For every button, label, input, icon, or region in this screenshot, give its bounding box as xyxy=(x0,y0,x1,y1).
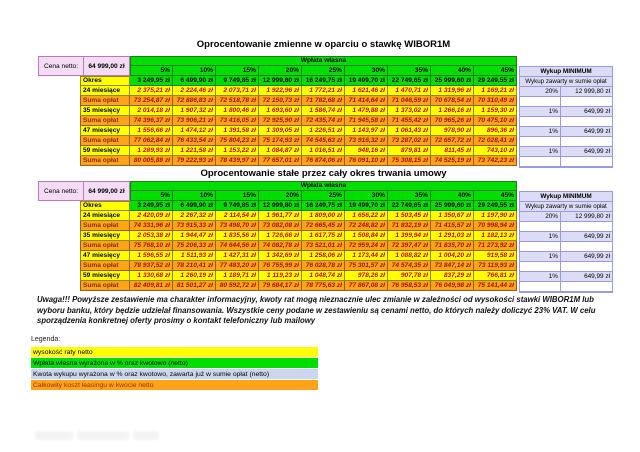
value-cell: 71 835,70 zł xyxy=(431,241,474,251)
value-cell: 1 350,67 zł xyxy=(431,211,474,221)
watermark xyxy=(35,431,159,440)
value-cell: 1 291,03 zł xyxy=(431,231,474,241)
value-cell: 978,90 zł xyxy=(431,126,474,136)
value-cell: 1 922,96 zł xyxy=(259,86,302,96)
value-cell: 76 958,53 zł xyxy=(388,281,431,291)
value-cell: 1 586,74 zł xyxy=(302,106,345,116)
wykup-value: 649,99 zł xyxy=(560,252,612,262)
wykup-empty-cell xyxy=(520,97,560,107)
value-cell: 3 249,95 zł xyxy=(130,76,173,86)
wykup-value: 12 999,80 zł xyxy=(560,212,612,222)
value-cell: 766,81 zł xyxy=(474,271,517,281)
spacer xyxy=(80,66,130,76)
value-cell: 72 886,83 zł xyxy=(173,96,216,106)
row-label: Okres xyxy=(80,201,130,211)
value-cell: 1 088,82 zł xyxy=(388,251,431,261)
pct-header: 20% xyxy=(259,191,302,201)
value-cell: 1 084,87 zł xyxy=(259,146,302,156)
value-cell: 1 617,75 zł xyxy=(302,231,345,241)
value-cell: 1 266,16 zł xyxy=(431,106,474,116)
wykup-pct: 20% xyxy=(520,87,560,97)
value-cell: 3 249,95 zł xyxy=(130,201,173,211)
value-cell: 72 397,47 zł xyxy=(388,241,431,251)
row-label: 35 miesięcy xyxy=(80,106,130,116)
value-cell: 879,81 zł xyxy=(388,146,431,156)
value-cell: 1 119,23 zł xyxy=(259,271,302,281)
value-cell: 80 592,72 zł xyxy=(216,281,259,291)
row-label: Okres xyxy=(80,76,130,86)
value-cell: 22 749,65 zł xyxy=(388,76,431,86)
value-cell: 1 508,84 zł xyxy=(345,231,388,241)
value-cell: 1 772,21 zł xyxy=(302,86,345,96)
value-cell: 73 082,08 zł xyxy=(259,221,302,231)
value-cell: 12 999,80 zł xyxy=(259,201,302,211)
value-cell: 9 749,85 zł xyxy=(216,76,259,86)
value-cell: 78 439,97 zł xyxy=(216,156,259,166)
value-cell: 1 470,71 zł xyxy=(388,86,431,96)
value-cell: 1 479,88 zł xyxy=(345,106,388,116)
value-cell: 76 433,54 zł xyxy=(173,136,216,146)
wykup-empty-cell xyxy=(520,242,560,252)
value-cell: 80 005,88 zł xyxy=(130,156,173,166)
value-cell: 2 375,21 zł xyxy=(130,86,173,96)
value-cell: 1 474,12 zł xyxy=(173,126,216,136)
value-cell: 1 061,43 zł xyxy=(388,126,431,136)
legend-item: Kwota wykupu wyrażona w % oraz kwotowo, zawarta już w sumie opłat (netto) xyxy=(31,369,318,379)
wykup-empty-cell xyxy=(560,97,612,107)
value-cell: 73 416,05 zł xyxy=(216,116,259,126)
wykup-minimum-header: Wykup MINIMUM xyxy=(520,192,612,202)
value-cell: 1 169,21 zł xyxy=(474,86,517,96)
value-cell: 16 249,75 zł xyxy=(302,201,345,211)
wykup-pct: 1% xyxy=(520,272,560,282)
value-cell: 1 048,74 zł xyxy=(302,271,345,281)
value-cell: 73 742,23 zł xyxy=(474,156,517,166)
value-cell: 78 210,41 zł xyxy=(173,261,216,271)
wykup-minimum-block xyxy=(519,66,613,168)
value-cell: 72 925,90 zł xyxy=(259,116,302,126)
value-cell: 1 004,20 zł xyxy=(431,251,474,261)
value-cell: 71 455,42 zł xyxy=(388,116,431,126)
value-cell: 25 999,60 zł xyxy=(431,76,474,86)
value-cell: 77 062,84 zł xyxy=(130,136,173,146)
value-cell: 70 965,26 zł xyxy=(431,116,474,126)
value-cell: 73 916,32 zł xyxy=(345,136,388,146)
wplata-wlasna-header: Wpłata własna xyxy=(130,181,517,191)
value-cell: 948,16 zł xyxy=(345,146,388,156)
value-cell: 1 330,68 zł xyxy=(130,271,173,281)
value-cell: 22 749,65 zł xyxy=(388,201,431,211)
value-cell: 79 684,17 zł xyxy=(259,281,302,291)
cena-netto-label: Cena netto: xyxy=(39,182,84,200)
value-cell: 12 999,80 zł xyxy=(259,76,302,86)
wykup-pct: 1% xyxy=(520,232,560,242)
pct-header: 20% xyxy=(259,66,302,76)
value-cell: 1 726,66 zł xyxy=(259,231,302,241)
value-cell: 1 189,71 zł xyxy=(216,271,259,281)
value-cell: 1 800,46 zł xyxy=(216,106,259,116)
pct-header: 15% xyxy=(216,191,259,201)
value-cell: 1 907,32 zł xyxy=(173,106,216,116)
value-cell: 75 768,10 zł xyxy=(130,241,173,251)
disclaimer-line: sporządzenia konkretnej oferty prosimy o kontakt telefoniczny lub mailowy xyxy=(37,316,316,325)
value-cell: 1 197,90 zł xyxy=(474,211,517,221)
table1-title: Oprocentowanie zmienne w oparciu o stawkę WIBOR1M xyxy=(196,39,451,50)
pct-header: 5% xyxy=(130,66,173,76)
value-cell: 75 308,15 zł xyxy=(388,156,431,166)
wykup-empty-cell xyxy=(520,117,560,127)
value-cell: 2 420,09 zł xyxy=(130,211,173,221)
value-cell: 76 049,98 zł xyxy=(431,281,474,291)
spacer xyxy=(80,56,130,66)
value-cell: 73 521,01 zł xyxy=(302,241,345,251)
pct-header: 25% xyxy=(302,191,345,201)
value-cell: 1 342,69 zł xyxy=(259,251,302,261)
value-cell: 73 119,93 zł xyxy=(474,261,517,271)
wykup-pct: 20% xyxy=(520,212,560,222)
value-cell: 73 287,02 zł xyxy=(388,136,431,146)
value-cell: 743,10 zł xyxy=(474,146,517,156)
value-cell: 1 226,51 zł xyxy=(302,126,345,136)
pct-header: 5% xyxy=(130,191,173,201)
value-cell: 1 159,30 zł xyxy=(474,106,517,116)
value-cell: 72 248,82 zł xyxy=(345,221,388,231)
value-cell: 1 391,58 zł xyxy=(216,126,259,136)
value-cell: 77 867,08 zł xyxy=(345,281,388,291)
wykup-pct: 1% xyxy=(520,147,560,157)
value-cell: 71 273,92 zł xyxy=(474,241,517,251)
value-cell: 82 409,81 zł xyxy=(130,281,173,291)
cena-netto-value: 64 999,00 zł xyxy=(88,187,125,195)
row-label: 24 miesiące xyxy=(80,211,130,221)
value-cell: 1 399,94 zł xyxy=(388,231,431,241)
value-cell: 978,26 zł xyxy=(345,271,388,281)
pct-header: 40% xyxy=(431,191,474,201)
wykup-empty-cell xyxy=(520,262,560,272)
row-label: Suma opłat xyxy=(80,221,130,231)
value-cell: 1 809,00 zł xyxy=(302,211,345,221)
value-cell: 72 657,72 zł xyxy=(431,136,474,146)
wykup-empty-cell xyxy=(520,222,560,232)
wykup-subtitle: Wykup zawarty w sumie opłat xyxy=(520,77,612,87)
value-cell: 1 511,93 zł xyxy=(173,251,216,261)
value-cell: 77 483,20 zł xyxy=(216,261,259,271)
row-label: Suma opłat xyxy=(80,281,130,291)
value-cell: 19 499,70 zł xyxy=(345,201,388,211)
spacer xyxy=(80,181,130,191)
value-cell: 78 775,63 zł xyxy=(302,281,345,291)
value-cell: 25 999,60 zł xyxy=(431,201,474,211)
pct-header: 30% xyxy=(345,191,388,201)
value-cell: 71 414,64 zł xyxy=(345,96,388,106)
row-label: 59 miesięcy xyxy=(80,146,130,156)
value-cell: 6 499,90 zł xyxy=(173,76,216,86)
value-cell: 72 518,78 zł xyxy=(216,96,259,106)
value-cell: 1 621,46 zł xyxy=(345,86,388,96)
value-cell: 2 114,54 zł xyxy=(216,211,259,221)
value-cell: 71 832,19 zł xyxy=(388,221,431,231)
value-cell: 1 221,58 zł xyxy=(173,146,216,156)
value-cell: 74 525,19 zł xyxy=(431,156,474,166)
pct-header: 40% xyxy=(431,66,474,76)
wykup-empty-cell xyxy=(560,222,612,232)
value-cell: 73 906,21 zł xyxy=(173,116,216,126)
value-cell: 75 804,23 zł xyxy=(216,136,259,146)
value-cell: 74 644,56 zł xyxy=(216,241,259,251)
value-cell: 74 396,37 zł xyxy=(130,116,173,126)
legend-item: Całkowity koszt leasingu w kwocie netto xyxy=(31,380,318,390)
value-cell: 29 249,55 zł xyxy=(474,76,517,86)
value-cell: 78 937,52 zł xyxy=(130,261,173,271)
wykup-empty-cell xyxy=(560,282,612,292)
pct-header: 35% xyxy=(388,66,431,76)
wykup-pct: 1% xyxy=(520,107,560,117)
wykup-pct: 1% xyxy=(520,252,560,262)
pct-header: 35% xyxy=(388,191,431,201)
wykup-value: 649,99 zł xyxy=(560,232,612,242)
value-cell: 2 053,38 zł xyxy=(130,231,173,241)
legend-title: Legenda: xyxy=(31,336,61,343)
value-cell: 71 415,57 zł xyxy=(431,221,474,231)
value-cell: 19 499,70 zł xyxy=(345,76,388,86)
value-cell: 70 310,49 zł xyxy=(474,96,517,106)
wykup-empty-cell xyxy=(520,157,560,167)
row-label: Suma opłat xyxy=(80,116,130,126)
value-cell: 837,29 zł xyxy=(431,271,474,281)
value-cell: 6 499,90 zł xyxy=(173,201,216,211)
value-cell: 9 749,85 zł xyxy=(216,201,259,211)
wykup-empty-cell xyxy=(560,157,612,167)
value-cell: 1 260,19 zł xyxy=(173,271,216,281)
pct-header: 10% xyxy=(173,191,216,201)
legend xyxy=(31,336,318,391)
value-cell: 1 289,93 zł xyxy=(130,146,173,156)
value-cell: 1 835,56 zł xyxy=(216,231,259,241)
pct-header: 15% xyxy=(216,66,259,76)
wplata-wlasna-header: Wpłata własna xyxy=(130,56,517,66)
value-cell: 1 319,96 zł xyxy=(431,86,474,96)
value-cell: 75 206,33 zł xyxy=(173,241,216,251)
value-cell: 74 574,35 zł xyxy=(388,261,431,271)
value-cell: 75 174,93 zł xyxy=(259,136,302,146)
value-cell: 70 475,10 zł xyxy=(474,116,517,126)
value-cell: 1 258,06 zł xyxy=(302,251,345,261)
row-label: 47 miesięcy xyxy=(80,251,130,261)
wykup-subtitle: Wykup zawarty w sumie opłat xyxy=(520,202,612,212)
value-cell: 1 693,60 zł xyxy=(259,106,302,116)
legend-items xyxy=(31,347,318,390)
wykup-value: 649,99 zł xyxy=(560,127,612,137)
value-cell: 74 331,96 zł xyxy=(130,221,173,231)
value-cell: 1 182,13 zł xyxy=(474,231,517,241)
pct-header: 30% xyxy=(345,66,388,76)
value-cell: 73 498,70 zł xyxy=(216,221,259,231)
value-cell: 73 915,33 zł xyxy=(173,221,216,231)
value-cell: 1 016,51 zł xyxy=(302,146,345,156)
wykup-empty-cell xyxy=(520,137,560,147)
disclaimer-note xyxy=(37,295,637,327)
wykup-empty-cell xyxy=(560,137,612,147)
value-cell: 896,36 zł xyxy=(474,126,517,136)
wykup-pct: 1% xyxy=(520,127,560,137)
value-cell: 75 301,57 zł xyxy=(345,261,388,271)
legend-item: wysokość raty netto xyxy=(31,347,318,357)
value-cell: 72 435,74 zł xyxy=(302,116,345,126)
disclaimer-line: Uwaga!!! Powyższe zestawienie ma charakter informacyjny, kwoty rat mogą nieznacznie ulec zmianie w zależności od wysokości stawki WIBOR1M lub xyxy=(37,295,594,304)
pct-header: 45% xyxy=(474,66,517,76)
wykup-value: 649,99 zł xyxy=(560,147,612,157)
wykup-minimum-block xyxy=(519,191,613,293)
pct-header: 25% xyxy=(302,66,345,76)
value-cell: 1 309,05 zł xyxy=(259,126,302,136)
wykup-empty-cell xyxy=(560,242,612,252)
row-label: Suma opłat xyxy=(80,96,130,106)
row-label: 59 miesięcy xyxy=(80,271,130,281)
row-label: 47 miesięcy xyxy=(80,126,130,136)
pct-header: 10% xyxy=(173,66,216,76)
value-cell: 75 141,44 zł xyxy=(474,281,517,291)
value-cell: 77 657,01 zł xyxy=(259,156,302,166)
value-cell: 76 028,78 zł xyxy=(302,261,345,271)
value-cell: 2 014,18 zł xyxy=(130,106,173,116)
wykup-value: 649,99 zł xyxy=(560,272,612,282)
row-label: Suma opłat xyxy=(80,136,130,146)
value-cell: 1 503,45 zł xyxy=(388,211,431,221)
value-cell: 29 249,55 zł xyxy=(474,201,517,211)
value-cell: 76 091,10 zł xyxy=(345,156,388,166)
value-cell: 73 254,87 zł xyxy=(130,96,173,106)
value-cell: 79 222,93 zł xyxy=(173,156,216,166)
value-cell: 2 224,46 zł xyxy=(173,86,216,96)
value-cell: 1 427,31 zł xyxy=(216,251,259,261)
value-cell: 1 961,77 zł xyxy=(259,211,302,221)
wykup-empty-cell xyxy=(560,117,612,127)
value-cell: 71 945,58 zł xyxy=(345,116,388,126)
wykup-minimum-header: Wykup MINIMUM xyxy=(520,67,612,77)
value-cell: 1 373,02 zł xyxy=(388,106,431,116)
row-label: 35 miesięcy xyxy=(80,231,130,241)
value-cell: 1 556,66 zł xyxy=(130,126,173,136)
row-label: 24 miesiące xyxy=(80,86,130,96)
value-cell: 1 173,44 zł xyxy=(345,251,388,261)
value-cell: 74 082,78 zł xyxy=(259,241,302,251)
value-cell: 76 874,06 zł xyxy=(302,156,345,166)
table2-title: Oprocentowanie stałe przez cały okres trwania umowy xyxy=(200,168,447,179)
table-fixed-rate xyxy=(80,181,517,291)
value-cell: 76 755,99 zł xyxy=(259,261,302,271)
value-cell: 919,58 zł xyxy=(474,251,517,261)
row-label: Suma opłat xyxy=(80,241,130,251)
cena-netto-label: Cena netto: xyxy=(39,57,84,75)
value-cell: 70 678,54 zł xyxy=(431,96,474,106)
value-cell: 71 782,68 zł xyxy=(302,96,345,106)
value-cell: 70 998,94 zł xyxy=(474,221,517,231)
legend-item: Wpłata własna wyrażona w % oraz kwotowo (netto) xyxy=(31,358,318,368)
value-cell: 2 073,71 zł xyxy=(216,86,259,96)
value-cell: 16 249,75 zł xyxy=(302,76,345,86)
spacer xyxy=(80,191,130,201)
table-variable-rate xyxy=(80,56,517,166)
pct-header: 45% xyxy=(474,191,517,201)
value-cell: 72 665,45 zł xyxy=(302,221,345,231)
value-cell: 1 944,47 zł xyxy=(173,231,216,241)
value-cell: 72 959,24 zł xyxy=(345,241,388,251)
value-cell: 71 046,59 zł xyxy=(388,96,431,106)
value-cell: 72 150,73 zł xyxy=(259,96,302,106)
value-cell: 72 028,41 zł xyxy=(474,136,517,146)
cena-netto-value: 64 999,00 zł xyxy=(88,62,125,70)
value-cell: 2 267,32 zł xyxy=(173,211,216,221)
wykup-value: 12 999,80 zł xyxy=(560,87,612,97)
wykup-empty-cell xyxy=(520,282,560,292)
value-cell: 81 501,27 zł xyxy=(173,281,216,291)
value-cell: 811,45 zł xyxy=(431,146,474,156)
row-label: Suma opłat xyxy=(80,156,130,166)
value-cell: 74 545,63 zł xyxy=(302,136,345,146)
value-cell: 907,78 zł xyxy=(388,271,431,281)
value-cell: 1 153,22 zł xyxy=(216,146,259,156)
value-cell: 1 143,97 zł xyxy=(345,126,388,136)
value-cell: 1 596,55 zł xyxy=(130,251,173,261)
row-label: Suma opłat xyxy=(80,261,130,271)
wykup-value: 649,99 zł xyxy=(560,107,612,117)
value-cell: 73 847,14 zł xyxy=(431,261,474,271)
wykup-empty-cell xyxy=(560,262,612,272)
value-cell: 1 656,22 zł xyxy=(345,211,388,221)
disclaimer-line: wyboru banku, który będzie udzielał finansowania. Wszystkie ceny podane w zestawieniu są cenami netto, do których należy doliczyć 23% VAT. W celu xyxy=(37,305,596,315)
